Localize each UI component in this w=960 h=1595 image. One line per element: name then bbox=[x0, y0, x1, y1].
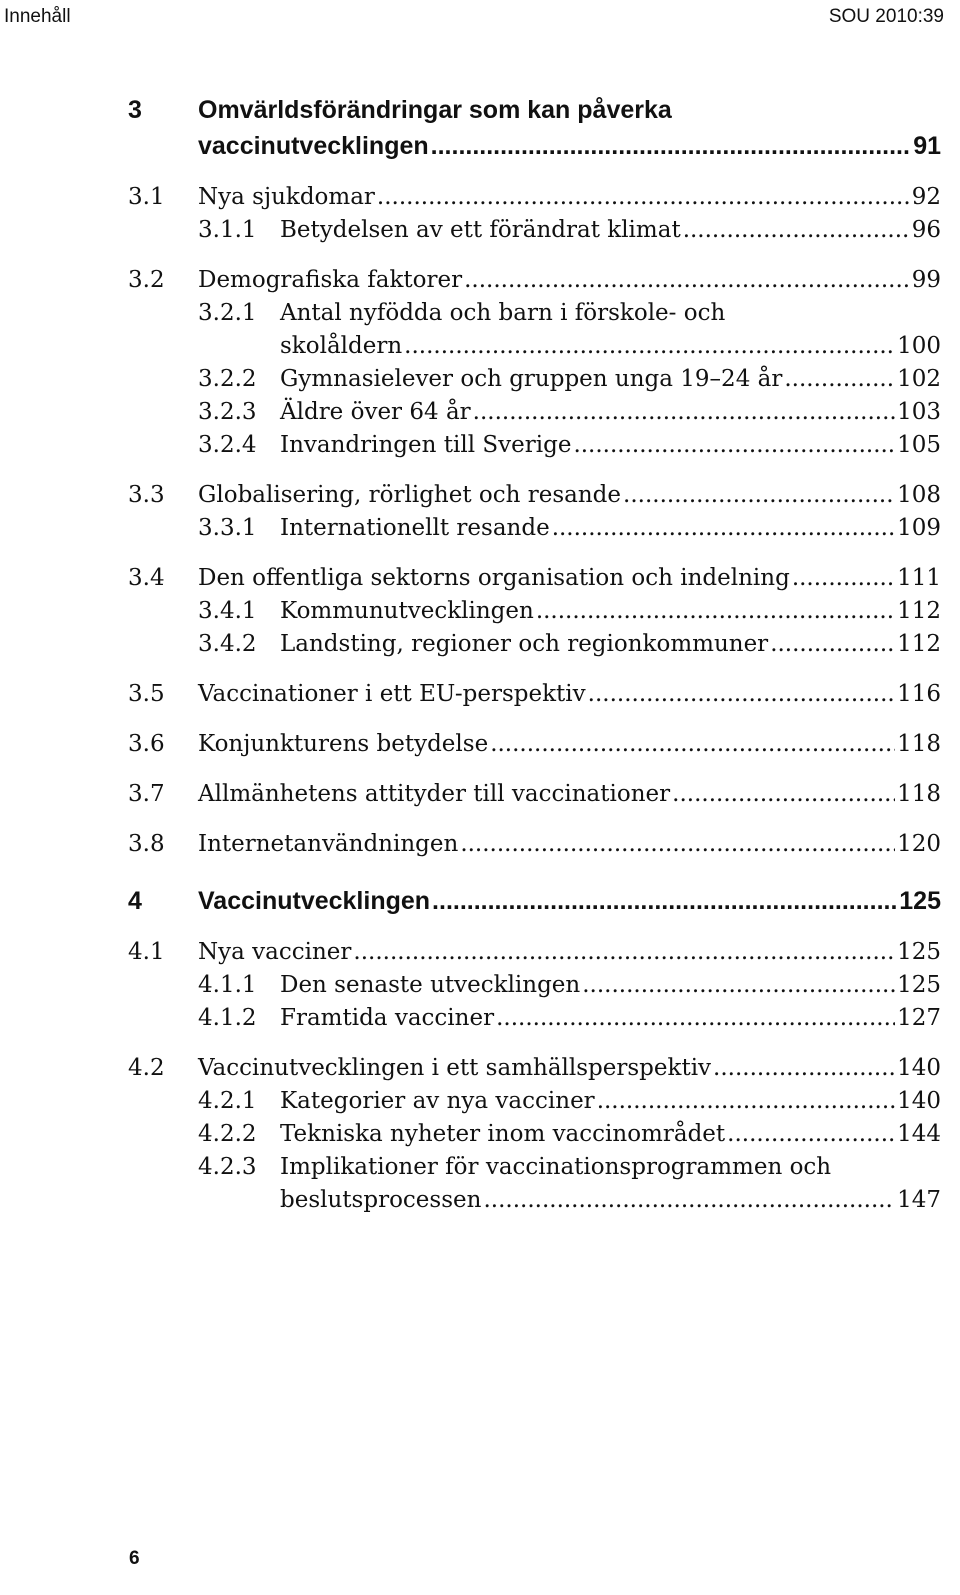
header-document-id: SOU 2010:39 bbox=[828, 6, 944, 27]
dot-leader bbox=[464, 264, 910, 297]
toc-page: 102 bbox=[897, 366, 941, 392]
toc-number: 3.2.2 bbox=[198, 366, 257, 392]
toc-page: 109 bbox=[897, 515, 941, 541]
toc-number: 3 bbox=[128, 96, 142, 124]
toc-number: 3.1 bbox=[128, 184, 165, 210]
toc-number: 3.3.1 bbox=[198, 515, 257, 541]
toc-number: 3.2.1 bbox=[198, 300, 257, 326]
dot-leader bbox=[683, 214, 910, 247]
toc-title-line2: beslutsprocessen bbox=[280, 1187, 482, 1213]
toc-entry-3-6[interactable] bbox=[128, 728, 941, 761]
toc-page: 91 bbox=[913, 132, 941, 160]
toc-page: 140 bbox=[897, 1055, 941, 1081]
dot-leader bbox=[490, 728, 895, 761]
dot-leader bbox=[582, 969, 895, 1002]
toc-entry-3-4[interactable] bbox=[128, 562, 941, 595]
toc-page: 99 bbox=[911, 267, 941, 293]
toc-title: Äldre över 64 år bbox=[280, 399, 471, 425]
toc-page: 125 bbox=[899, 887, 941, 915]
header-section-label: Innehåll bbox=[4, 6, 71, 27]
dot-leader bbox=[377, 181, 910, 214]
toc-title: Landsting, regioner och regionkommuner bbox=[280, 631, 769, 657]
toc-title-line1: Implikationer för vaccinationsprogrammen och bbox=[280, 1154, 832, 1180]
toc-entry-3-8[interactable] bbox=[128, 828, 941, 861]
dot-leader bbox=[473, 396, 895, 429]
toc-title: Den senaste utvecklingen bbox=[280, 972, 581, 998]
toc-title-line2: vaccinutvecklingen bbox=[198, 132, 429, 160]
toc-page: 116 bbox=[897, 681, 941, 707]
toc-entry-3-2-2[interactable] bbox=[128, 363, 941, 396]
toc-title: Invandringen till Sverige bbox=[280, 432, 572, 458]
dot-leader bbox=[597, 1085, 895, 1118]
toc-title: Allmänhetens attityder till vaccinationer bbox=[198, 781, 671, 807]
toc-number: 3.7 bbox=[128, 781, 165, 807]
page-number: 6 bbox=[129, 1548, 140, 1569]
toc-number: 3.2 bbox=[128, 267, 165, 293]
toc-title: Vaccinationer i ett EU-perspektiv bbox=[198, 681, 586, 707]
toc-number: 4.2 bbox=[128, 1055, 165, 1081]
toc-number: 3.8 bbox=[128, 831, 165, 857]
toc-number: 4 bbox=[128, 887, 142, 915]
dot-leader bbox=[792, 562, 895, 595]
dot-leader bbox=[536, 595, 895, 628]
toc-page: 118 bbox=[897, 781, 941, 807]
dot-leader bbox=[623, 479, 895, 512]
toc-entry-3-2-3[interactable] bbox=[128, 396, 941, 429]
toc-title: Kommunutvecklingen bbox=[280, 598, 534, 624]
spacer bbox=[128, 861, 941, 883]
table-of-contents bbox=[128, 92, 941, 1217]
dot-leader bbox=[588, 678, 895, 711]
spacer bbox=[128, 545, 941, 562]
toc-number: 3.4.1 bbox=[198, 598, 257, 624]
toc-title: Konjunkturens betydelse bbox=[198, 731, 489, 757]
spacer bbox=[128, 711, 941, 728]
toc-chapter-4[interactable] bbox=[128, 883, 941, 919]
toc-entry-3-5[interactable] bbox=[128, 678, 941, 711]
toc-entry-3-3[interactable] bbox=[128, 479, 941, 512]
toc-entry-3-2-4[interactable] bbox=[128, 429, 941, 462]
toc-title: Framtida vacciner bbox=[280, 1005, 495, 1031]
spacer bbox=[128, 164, 941, 181]
toc-title: Globalisering, rörlighet och resande bbox=[198, 482, 622, 508]
toc-entry-4-1-1[interactable] bbox=[128, 969, 941, 1002]
toc-page: 147 bbox=[897, 1187, 941, 1213]
toc-number: 3.3 bbox=[128, 482, 165, 508]
toc-number: 4.2.3 bbox=[198, 1154, 257, 1180]
dot-leader bbox=[460, 828, 895, 861]
toc-entry-3-1[interactable] bbox=[128, 181, 941, 214]
toc-number: 3.4 bbox=[128, 565, 165, 591]
toc-page: 111 bbox=[897, 565, 941, 591]
dot-leader bbox=[573, 429, 895, 462]
toc-number: 3.1.1 bbox=[198, 217, 257, 243]
toc-page: 96 bbox=[911, 217, 941, 243]
toc-number: 4.1.1 bbox=[198, 972, 257, 998]
toc-entry-3-3-1[interactable] bbox=[128, 512, 941, 545]
toc-page: 100 bbox=[897, 333, 941, 359]
toc-entry-3-7[interactable] bbox=[128, 778, 941, 811]
toc-title: Vaccinutvecklingen i ett samhällsperspektiv bbox=[198, 1055, 712, 1081]
toc-page: 144 bbox=[897, 1121, 941, 1147]
dot-leader bbox=[713, 1052, 895, 1085]
toc-title: Nya sjukdomar bbox=[198, 184, 375, 210]
toc-entry-3-4-1[interactable] bbox=[128, 595, 941, 628]
toc-number: 4.1.2 bbox=[198, 1005, 257, 1031]
spacer bbox=[128, 919, 941, 936]
toc-title-line1: Omvärldsförändringar som kan påverka bbox=[198, 96, 672, 124]
toc-chapter-3[interactable] bbox=[128, 92, 941, 164]
toc-number: 4.2.1 bbox=[198, 1088, 257, 1114]
toc-title: Betydelsen av ett förändrat klimat bbox=[280, 217, 681, 243]
dot-leader bbox=[496, 1002, 895, 1035]
toc-entry-4-2-2[interactable] bbox=[128, 1118, 941, 1151]
spacer bbox=[128, 462, 941, 479]
toc-page: 112 bbox=[897, 631, 941, 657]
spacer bbox=[128, 1035, 941, 1052]
dot-leader bbox=[483, 1184, 895, 1217]
toc-title-line1: Antal nyfödda och barn i förskole- och bbox=[280, 300, 726, 326]
toc-entry-3-1-1[interactable] bbox=[128, 214, 941, 247]
toc-title: Internetanvändningen bbox=[198, 831, 459, 857]
toc-entry-3-2[interactable] bbox=[128, 264, 941, 297]
toc-title: Tekniska nyheter inom vaccinområdet bbox=[280, 1121, 726, 1147]
toc-number: 4.2.2 bbox=[198, 1121, 257, 1147]
toc-page: 108 bbox=[897, 482, 941, 508]
toc-number: 3.6 bbox=[128, 731, 165, 757]
dot-leader bbox=[784, 363, 895, 396]
toc-title: Kategorier av nya vacciner bbox=[280, 1088, 595, 1114]
toc-title: Den offentliga sektorns organisation och indelning bbox=[198, 565, 790, 591]
dot-leader bbox=[431, 128, 912, 164]
toc-entry-4-2[interactable] bbox=[128, 1052, 941, 1085]
dot-leader bbox=[672, 778, 895, 811]
toc-title: Vaccinutvecklingen bbox=[198, 887, 431, 915]
toc-number: 4.1 bbox=[128, 939, 165, 965]
toc-title: Internationellt resande bbox=[280, 515, 550, 541]
toc-entry-3-2-1[interactable] bbox=[128, 297, 941, 363]
toc-entry-4-2-1[interactable] bbox=[128, 1085, 941, 1118]
toc-page: 120 bbox=[897, 831, 941, 857]
toc-page: 125 bbox=[897, 939, 941, 965]
toc-entry-4-1[interactable] bbox=[128, 936, 941, 969]
toc-page: 118 bbox=[897, 731, 941, 757]
dot-leader bbox=[770, 628, 895, 661]
dot-leader bbox=[353, 936, 895, 969]
toc-number: 3.2.4 bbox=[198, 432, 257, 458]
spacer bbox=[128, 761, 941, 778]
dot-leader bbox=[404, 330, 895, 363]
spacer bbox=[128, 811, 941, 828]
dot-leader bbox=[727, 1118, 895, 1151]
toc-entry-4-1-2[interactable] bbox=[128, 1002, 941, 1035]
toc-page: 92 bbox=[911, 184, 941, 210]
toc-entry-4-2-3[interactable] bbox=[128, 1151, 941, 1217]
toc-title-line2: skolåldern bbox=[280, 333, 403, 359]
toc-title: Demografiska faktorer bbox=[198, 267, 463, 293]
toc-page: 125 bbox=[897, 972, 941, 998]
toc-entry-3-4-2[interactable] bbox=[128, 628, 941, 661]
spacer bbox=[128, 661, 941, 678]
toc-page: 103 bbox=[897, 399, 941, 425]
toc-page: 140 bbox=[897, 1088, 941, 1114]
toc-number: 3.5 bbox=[128, 681, 165, 707]
dot-leader bbox=[432, 883, 897, 919]
toc-page: 127 bbox=[897, 1005, 941, 1031]
dot-leader bbox=[552, 512, 895, 545]
toc-title: Nya vacciner bbox=[198, 939, 352, 965]
toc-page: 112 bbox=[897, 598, 941, 624]
toc-page: 105 bbox=[897, 432, 941, 458]
toc-number: 3.4.2 bbox=[198, 631, 257, 657]
toc-title: Gymnasielever och gruppen unga 19–24 år bbox=[280, 366, 783, 392]
spacer bbox=[128, 247, 941, 264]
running-header bbox=[0, 4, 960, 34]
toc-number: 3.2.3 bbox=[198, 399, 257, 425]
